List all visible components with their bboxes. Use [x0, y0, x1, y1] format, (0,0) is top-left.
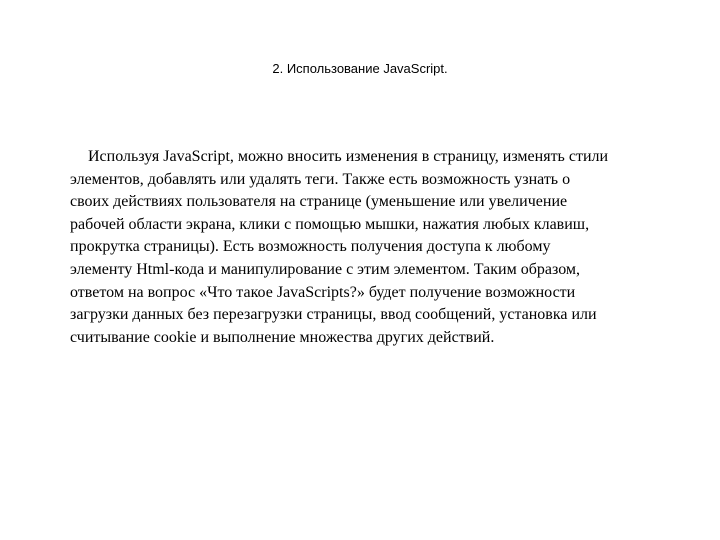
paragraph-line: рабочей области экрана, клики с помощью мышки, нажатия любых клавиш, [70, 215, 590, 233]
paragraph-line: считывание cookie и выполнение множества других действий. [70, 328, 495, 346]
slide-title: 2. Использование JavaScript. [272, 61, 448, 76]
paragraph-line: загрузки данных без перезагрузки страницы, ввод сообщений, установка или [70, 306, 597, 324]
paragraph-line: своих действиях пользователя на странице (уменьшение или увеличение [70, 193, 568, 211]
paragraph-line: прокрутка страницы). Есть возможность получения доступа к любому [70, 238, 551, 256]
paragraph-line: ответом на вопрос «Что такое JavaScripts?» будет получение возможности [70, 283, 576, 301]
paragraph-line: элементу Html-кода и манипулирование с этим элементом. Таким образом, [70, 260, 581, 278]
paragraph-line: Используя JavaScript, можно вносить изменения в страницу, изменять стили [88, 148, 609, 165]
body-paragraph [70, 146, 680, 349]
paragraph-line: элементов, добавлять или удалять теги. Также есть возможность узнать о [70, 170, 571, 188]
